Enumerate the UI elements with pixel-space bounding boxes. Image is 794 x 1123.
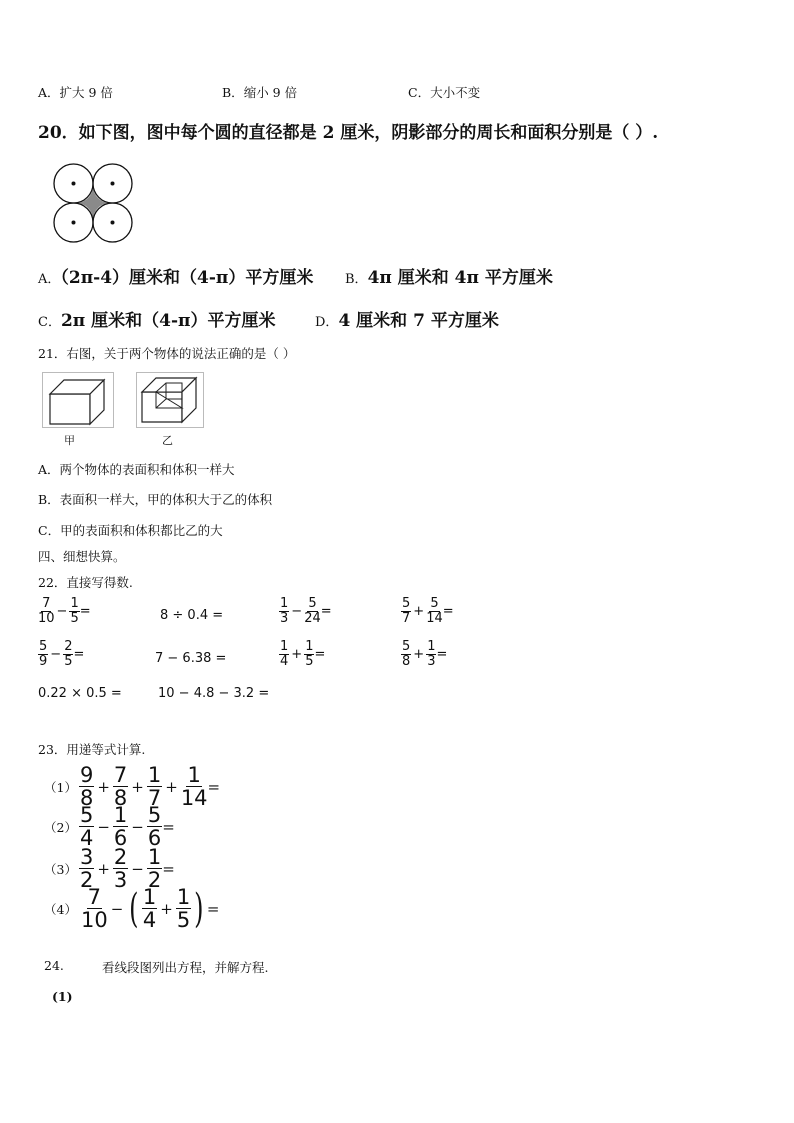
q24-number: 24. bbox=[44, 958, 64, 973]
q22-item-2: 8 ÷ 0.4 = bbox=[160, 608, 224, 623]
cuboid-jia-figure bbox=[42, 372, 114, 428]
q24-stem: 看线段图列出方程，并解方程. bbox=[102, 960, 269, 975]
cuboid-yi-figure bbox=[136, 372, 204, 428]
q20-option-c: C．2π 厘米和（4-π）平方厘米 bbox=[38, 311, 276, 331]
q22-item-8: $\frac{5}{8}$ + $\frac{1}{3}$ = bbox=[402, 639, 448, 669]
q21-stem: 21．右图，关于两个物体的说法正确的是（ ） bbox=[38, 346, 296, 361]
q23-problem-2: （2） $\frac{5}{4}$ − $\frac{1}{6}$ − $\frac{5}{6}$ = bbox=[44, 803, 175, 851]
four-circles-figure bbox=[52, 162, 134, 244]
q22-item-3: $\frac{1}{3}$ − $\frac{5}{24}$ = bbox=[280, 596, 332, 626]
q20-option-d: D．4 厘米和 7 平方厘米 bbox=[315, 311, 499, 331]
q22-item-7: $\frac{1}{4}$ + $\frac{1}{5}$ = bbox=[280, 639, 326, 669]
q22-stem: 22．直接写得数. bbox=[38, 575, 133, 590]
q23-problem-1: （1） $\frac{9}{8}$ + $\frac{7}{8}$ + $\frac{1}{7}$ + $\frac{1}{14}$ = bbox=[44, 763, 221, 811]
q22-item-6: 7 − 6.38 = bbox=[155, 651, 227, 666]
q19-option-b: B．缩小 9 倍 bbox=[222, 85, 298, 100]
shaded-region bbox=[76, 186, 110, 220]
q20-stem: 20．如下图，图中每个圆的直径都是 2 厘米，阴影部分的周长和面积分别是（ ）. bbox=[38, 123, 659, 143]
q22-item-10: 10 − 4.8 − 3.2 = bbox=[158, 686, 270, 701]
q21-option-c: C．甲的表面积和体积都比乙的大 bbox=[38, 523, 223, 538]
q21-option-b: B．表面积一样大，甲的体积大于乙的体积 bbox=[38, 492, 273, 507]
q20-option-b: B．4π 厘米和 4π 平方厘米 bbox=[345, 268, 553, 288]
figure-label-yi: 乙 bbox=[162, 434, 173, 447]
q20-option-a: A．（2π-4）厘米和（4-π）平方厘米 bbox=[38, 268, 314, 288]
q21-option-a: A．两个物体的表面积和体积一样大 bbox=[38, 462, 235, 477]
q23-problem-4: （4） $\frac{7}{10}$ − ( $\frac{1}{4}$ + $\frac{1}{5}$ ) = bbox=[44, 885, 220, 933]
q22-item-9: 0.22 × 0.5 = bbox=[38, 686, 122, 701]
section-4-heading: 四、细想快算。 bbox=[38, 549, 126, 564]
q22-item-1: $\frac{7}{10}$ − $\frac{1}{5}$ = bbox=[38, 596, 91, 626]
figure-label-jia: 甲 bbox=[64, 434, 75, 447]
q22-item-5: $\frac{5}{9}$ − $\frac{2}{5}$ = bbox=[39, 639, 85, 669]
q24-sub-1: (1) bbox=[52, 989, 73, 1004]
q23-stem: 23．用递等式计算. bbox=[38, 742, 146, 757]
q23-problem-3: （3） $\frac{3}{2}$ + $\frac{2}{3}$ − $\frac{1}{2}$ = bbox=[44, 845, 175, 893]
q19-option-c: C．大小不变 bbox=[408, 85, 481, 100]
q19-option-a: A．扩大 9 倍 bbox=[38, 85, 113, 100]
q22-item-4: $\frac{5}{7}$ + $\frac{5}{14}$ = bbox=[402, 596, 454, 626]
